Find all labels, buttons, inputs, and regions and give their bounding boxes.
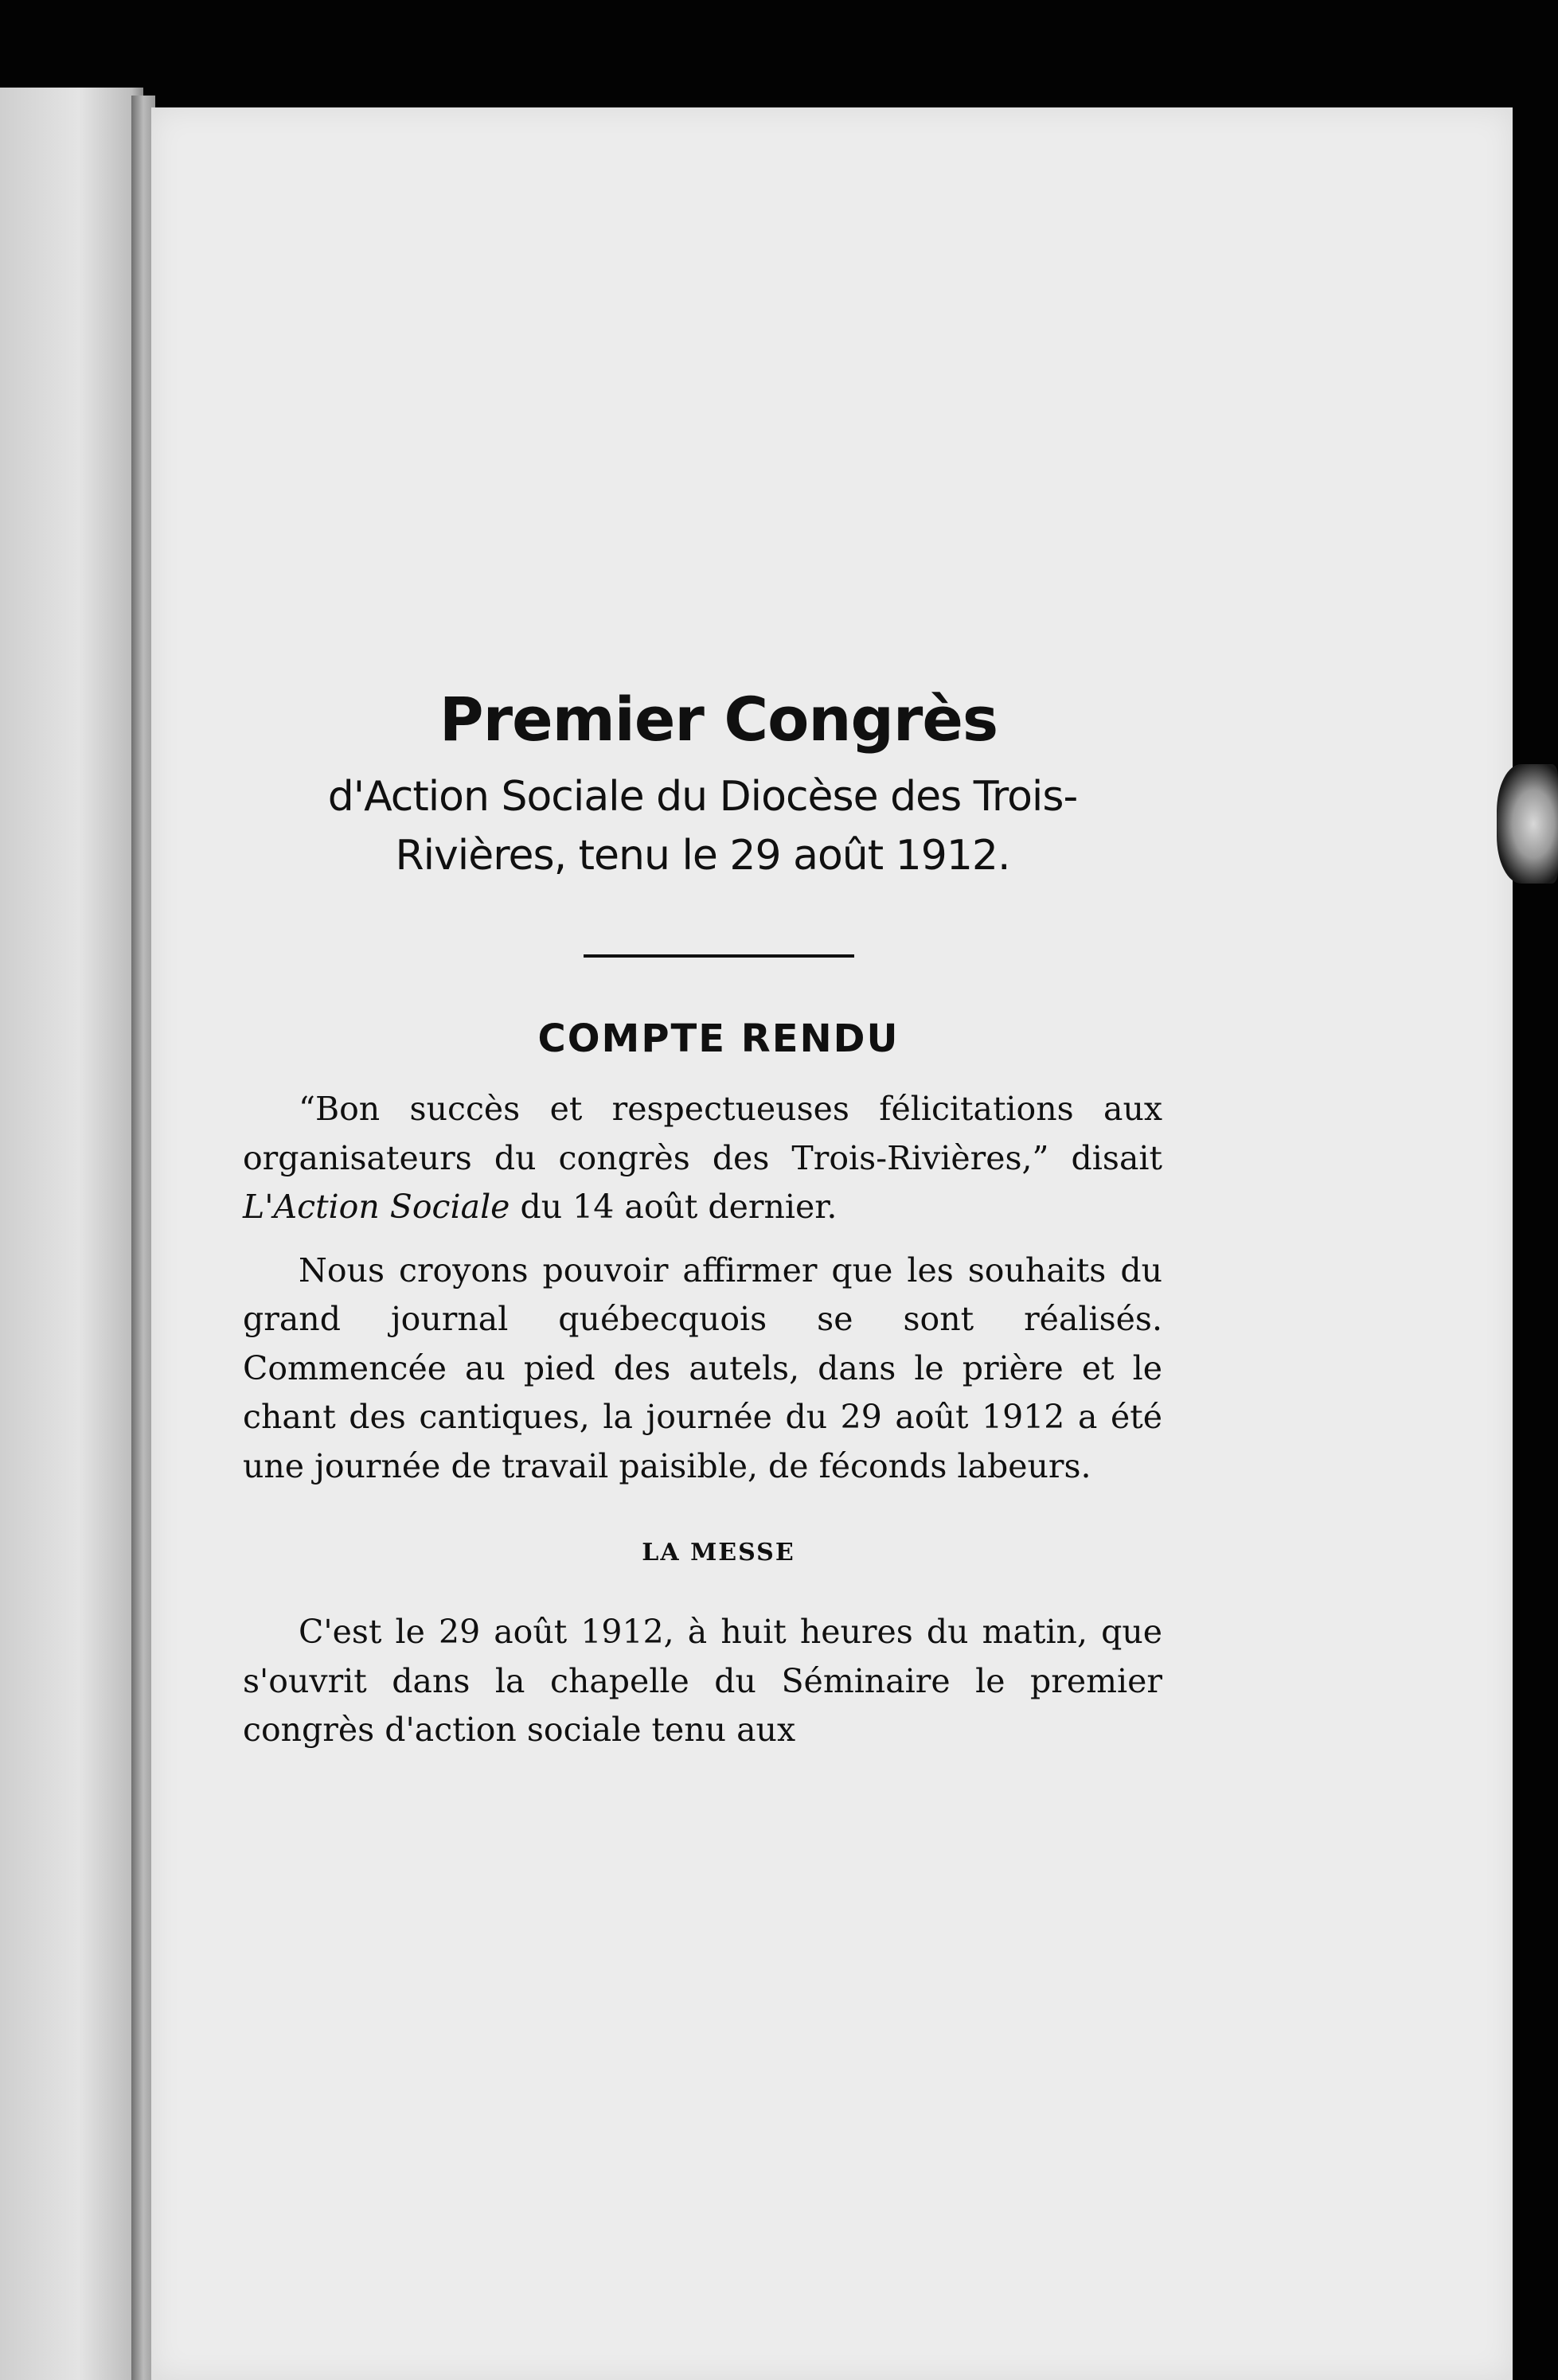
title-divider (584, 954, 854, 958)
section-title: COMPTE RENDU (537, 1016, 900, 1062)
paragraph-2: Nous croyons pouvoir affirmer que les souhaits du grand journal québecquois se sont réalisés. Commencée au pied des autels, dans le prière et le chant des cantiques, la journée du 29 août 1912 a été une journée de travail paisible, de féconds labeurs. (243, 1250, 1162, 1485)
page-content (243, 685, 1162, 1769)
left-page-edge (0, 88, 143, 2380)
page-edge-damage (1497, 764, 1558, 884)
newspaper-name: L'Action Sociale (243, 1188, 510, 1227)
document-subtitle: d'Action Sociale du Diocèse des Trois-Rivières, tenu le 29 août 1912. (327, 773, 1078, 880)
paragraph-1-text-end: du 14 août dernier. (510, 1188, 838, 1227)
document-title: Premier Congrès (439, 684, 998, 755)
paragraph-3: C'est le 29 août 1912, à huit heures du matin, que s'ouvrit dans la chapelle du Séminaire le premier congrès d'action sociale tenu aux (243, 1613, 1162, 1750)
paragraph-1 (243, 1085, 1162, 1232)
paragraph-1-text-start: “Bon succès et respectueuses félicitations aux organisateurs du congrès des Trois-Rivières,” disait (243, 1090, 1162, 1177)
subheading-la-messe: LA MESSE (642, 1539, 795, 1567)
